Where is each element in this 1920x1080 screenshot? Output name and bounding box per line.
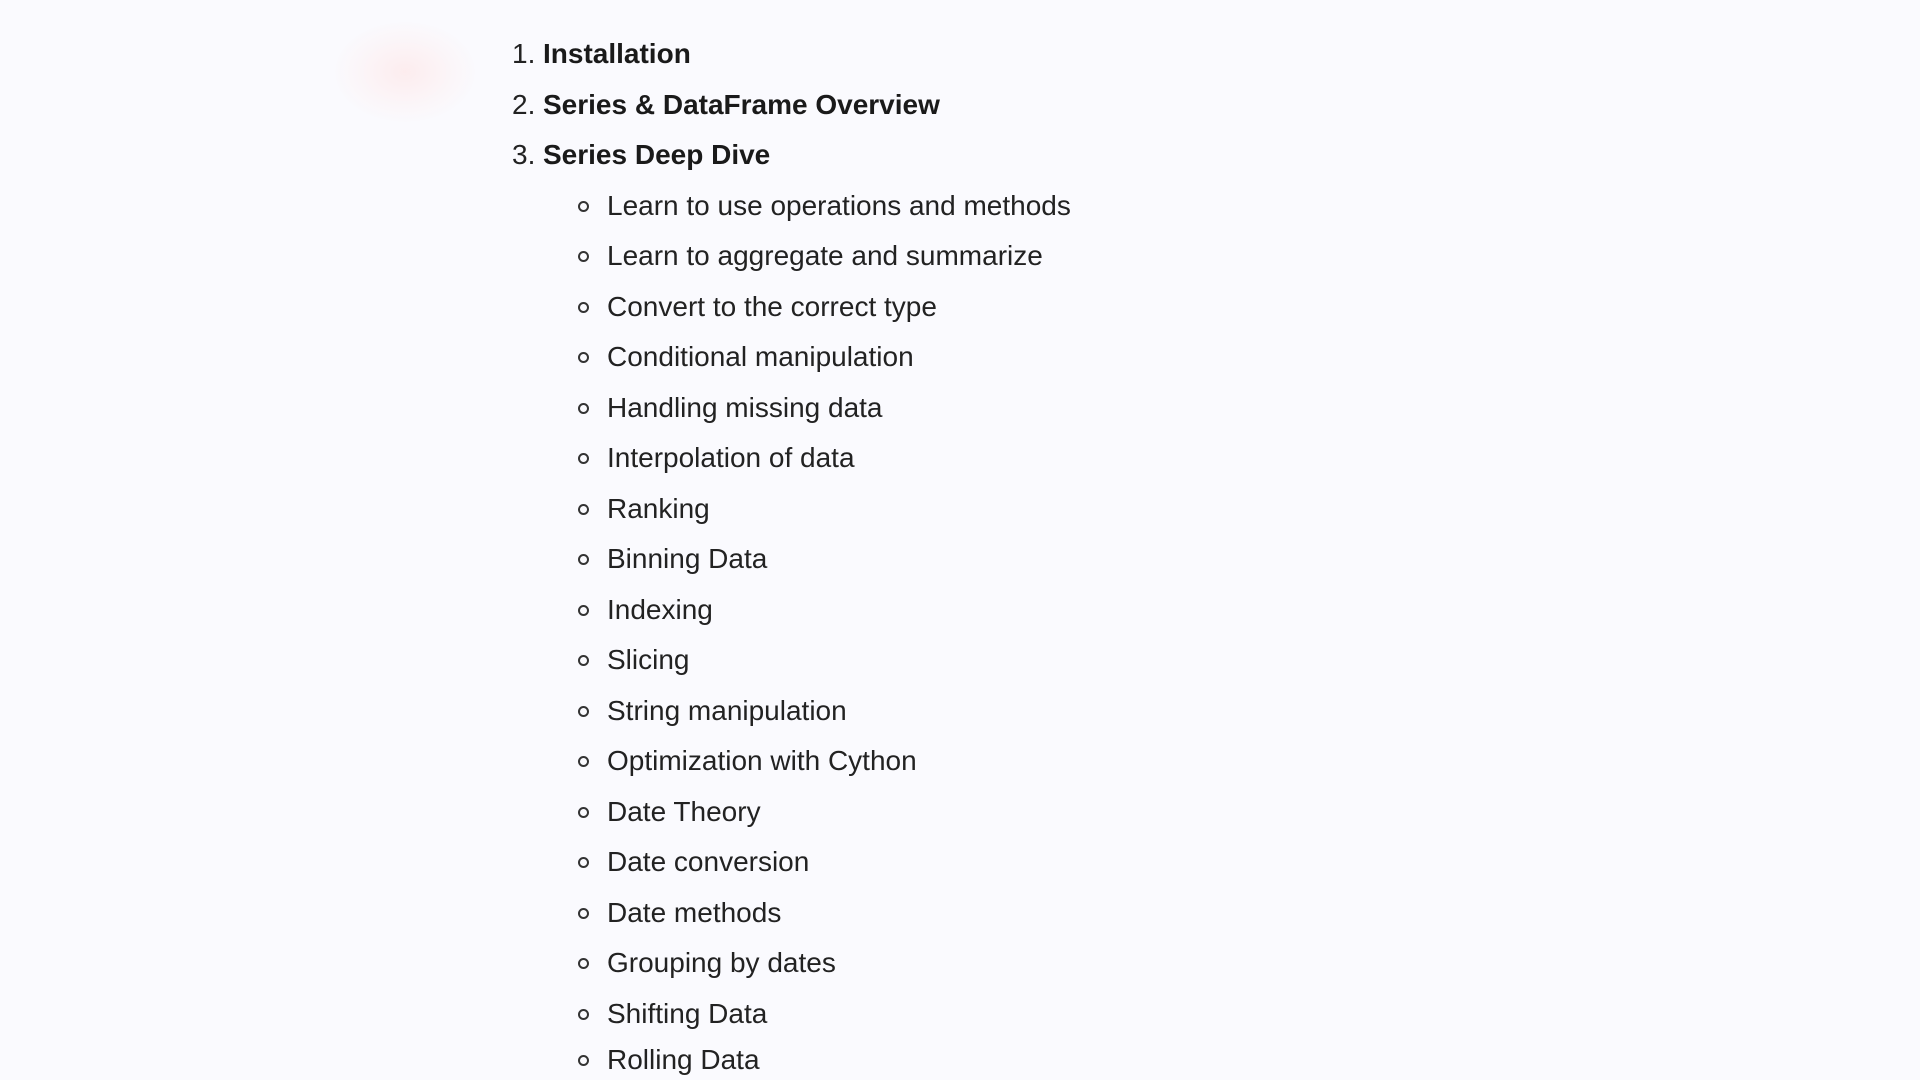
circle-bullet-icon — [578, 605, 589, 616]
list-item-label: Date Theory — [607, 796, 761, 827]
circle-bullet-icon — [578, 1055, 589, 1066]
circle-bullet-icon — [578, 352, 589, 363]
list-item-label: Indexing — [607, 594, 713, 625]
outline-section — [512, 34, 691, 74]
circle-bullet-icon — [578, 302, 589, 313]
circle-bullet-icon — [578, 756, 589, 767]
circle-bullet-icon — [578, 655, 589, 666]
circle-bullet-icon — [578, 908, 589, 919]
outline-section — [512, 135, 770, 175]
section-number: 2. — [512, 89, 536, 120]
circle-bullet-icon — [578, 706, 589, 717]
circle-bullet-icon — [578, 453, 589, 464]
circle-bullet-icon — [578, 251, 589, 262]
list-item-label: Conditional manipulation — [607, 341, 914, 372]
list-item-label: Date conversion — [607, 846, 810, 877]
list-item-label: Shifting Data — [607, 998, 768, 1029]
list-item-label: String manipulation — [607, 695, 847, 726]
list-item-label: Grouping by dates — [607, 947, 836, 978]
list-item-label: Binning Data — [607, 543, 768, 574]
circle-bullet-icon — [578, 201, 589, 212]
circle-bullet-icon — [578, 958, 589, 969]
list-item-label: Handling missing data — [607, 392, 883, 423]
circle-bullet-icon — [578, 504, 589, 515]
list-item-label: Interpolation of data — [607, 442, 855, 473]
list-item-label: Rolling Data — [607, 1044, 760, 1075]
section-title: Installation — [543, 38, 691, 69]
list-item-label: Date methods — [607, 897, 782, 928]
list-item-label: Slicing — [607, 644, 690, 675]
list-item-label: Learn to use operations and methods — [607, 190, 1071, 221]
section-number: 1. — [512, 38, 536, 69]
section-number: 3. — [512, 139, 536, 170]
circle-bullet-icon — [578, 807, 589, 818]
circle-bullet-icon — [578, 403, 589, 414]
outline-section — [512, 85, 940, 125]
section-title: Series Deep Dive — [543, 139, 771, 170]
section-title: Series & DataFrame Overview — [543, 89, 940, 120]
circle-bullet-icon — [578, 554, 589, 565]
list-item-label: Convert to the correct type — [607, 291, 937, 322]
circle-bullet-icon — [578, 1009, 589, 1020]
list-item-label: Optimization with Cython — [607, 745, 917, 776]
list-item-label: Ranking — [607, 493, 710, 524]
circle-bullet-icon — [578, 857, 589, 868]
list-item-label: Learn to aggregate and summarize — [607, 240, 1043, 271]
